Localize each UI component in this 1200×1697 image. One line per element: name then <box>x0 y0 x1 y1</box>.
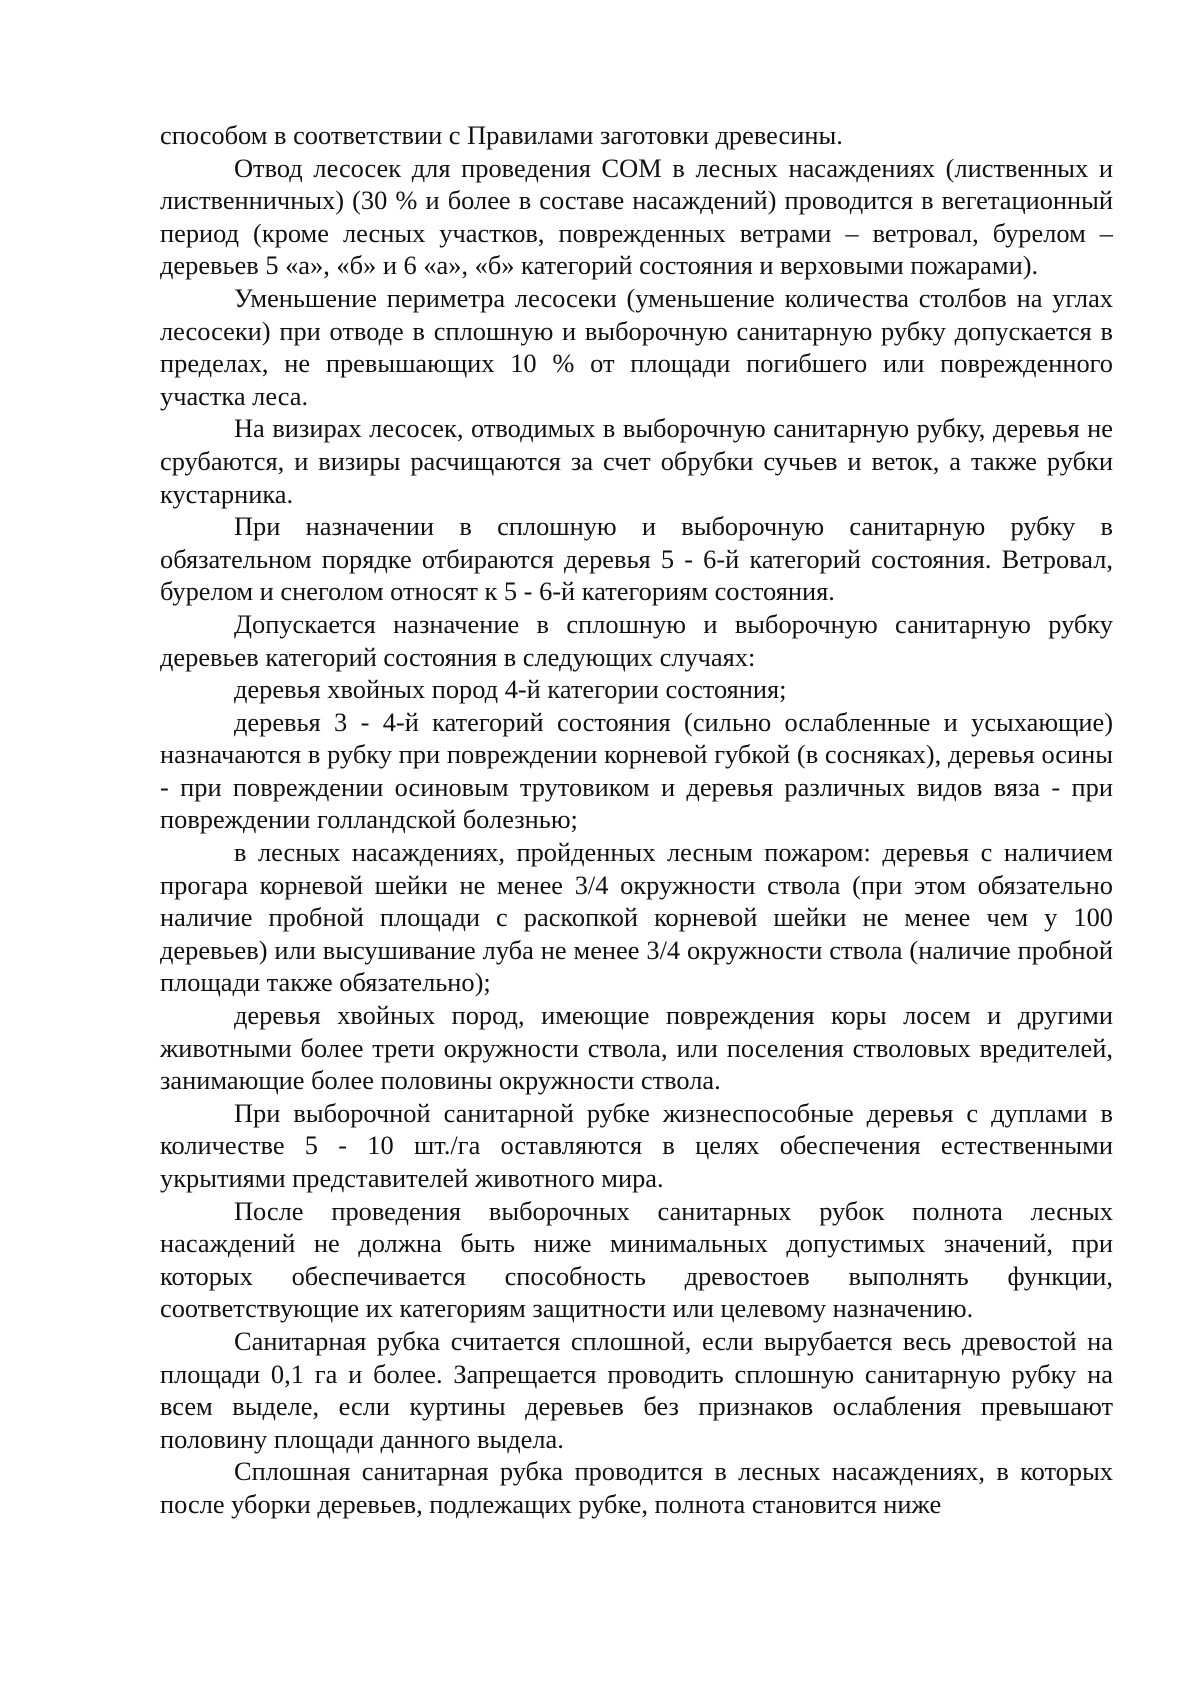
paragraph-density-after-cutting: После проведения выборочных санитарных рубок полнота лесных насаждений не должна быть ниже минимальных допустимых значений, при которых обеспечивается способность древостоев выполнять функции, соответствующие их категориям защитности или целевому назначению. <box>160 1195 1113 1324</box>
paragraph-case-conifer: деревья хвойных пород 4-й категории состояния; <box>234 674 787 705</box>
paragraph-continuation: способом в соответствии с Правилами заготовки древесины. <box>160 120 843 150</box>
paragraph-clear-cutting-conditions: Сплошная санитарная рубка проводится в лесных насаждениях, в которых после уборки деревьев, подлежащих рубке, полнота становится ниже <box>160 1456 1113 1519</box>
paragraph-sight-lines: На визирах лесосек, отводимых в выборочную санитарную рубку, деревья не срубаются, и визиры расчищаются за счет обрубки сучьев и веток, а также рубки кустарника. <box>160 413 1113 509</box>
paragraph-case-bark-damage: деревья хвойных пород, имеющие повреждения коры лосем и другими животными более трети окружности ствола, или поселения стволовых вредителей, занимающие более половины окружности ствола. <box>160 1000 1113 1096</box>
paragraph-clear-cutting-definition: Санитарная рубка считается сплошной, если вырубается весь древостой на площади 0,1 га и более. Запрещается проводить сплошную санитарную рубку на всем выделе, если куртины деревьев без признаков ослабления превышают половину площади данного выдела. <box>160 1325 1113 1454</box>
paragraph-case-fire: в лесных насаждениях, пройденных лесным пожаром: деревья с наличием прогара корневой шейки не менее 3/4 окружности ствола (при этом обязательно наличие пробной площади с раскопкой корневой шейки не менее чем у 100 деревьев) или высушивание луба не менее 3/4 окружности ствола (наличие пробной площади также обязательно); <box>160 837 1113 998</box>
paragraph-allowed-cases: Допускается назначение в сплошную и выборочную санитарную рубку деревьев категорий состояния в следующих случаях: <box>160 608 1113 672</box>
paragraph-mandatory-selection: При назначении в сплошную и выборочную санитарную рубку в обязательном порядке отбираются деревья 5 - 6-й категорий состояния. Ветровал, бурелом и снеголом относят к 5 - 6-й категориям состояния. <box>160 511 1113 607</box>
paragraph-perimeter-reduction: Уменьшение периметра лесосеки (уменьшение количества столбов на углах лесосеки) при отводе в сплошную и выборочную санитарную рубку допускается в пределах, не превышающих 10 % от площади погибшего или поврежденного участка леса. <box>160 282 1113 411</box>
paragraph-hollow-trees: При выборочной санитарной рубке жизнеспособные деревья с дуплами в количестве 5 - 10 шт./га оставляются в целях обеспечения естественными укрытиями представителей животного мира. <box>160 1097 1113 1193</box>
paragraph-som-allotment: Отвод лесосек для проведения СОМ в лесных насаждениях (лиственных и лиственничных) (30 % и более в составе насаждений) проводится в вегетационный период (кроме лесных участков, поврежденных ветрами – ветровал, бурелом – деревьев 5 «а», «б» и 6 «а», «б» категорий состояния и верховыми пожарами). <box>160 152 1113 281</box>
document-body <box>160 119 1113 1521</box>
paragraph-case-disease: деревья 3 - 4-й категорий состояния (сильно ослабленные и усыхающие) назначаются в рубку при повреждении корневой губкой (в сосняках), деревья осины - при повреждении осиновым трутовиком и деревья различных видов вяза - при повреждении голландской болезнью; <box>160 706 1113 835</box>
